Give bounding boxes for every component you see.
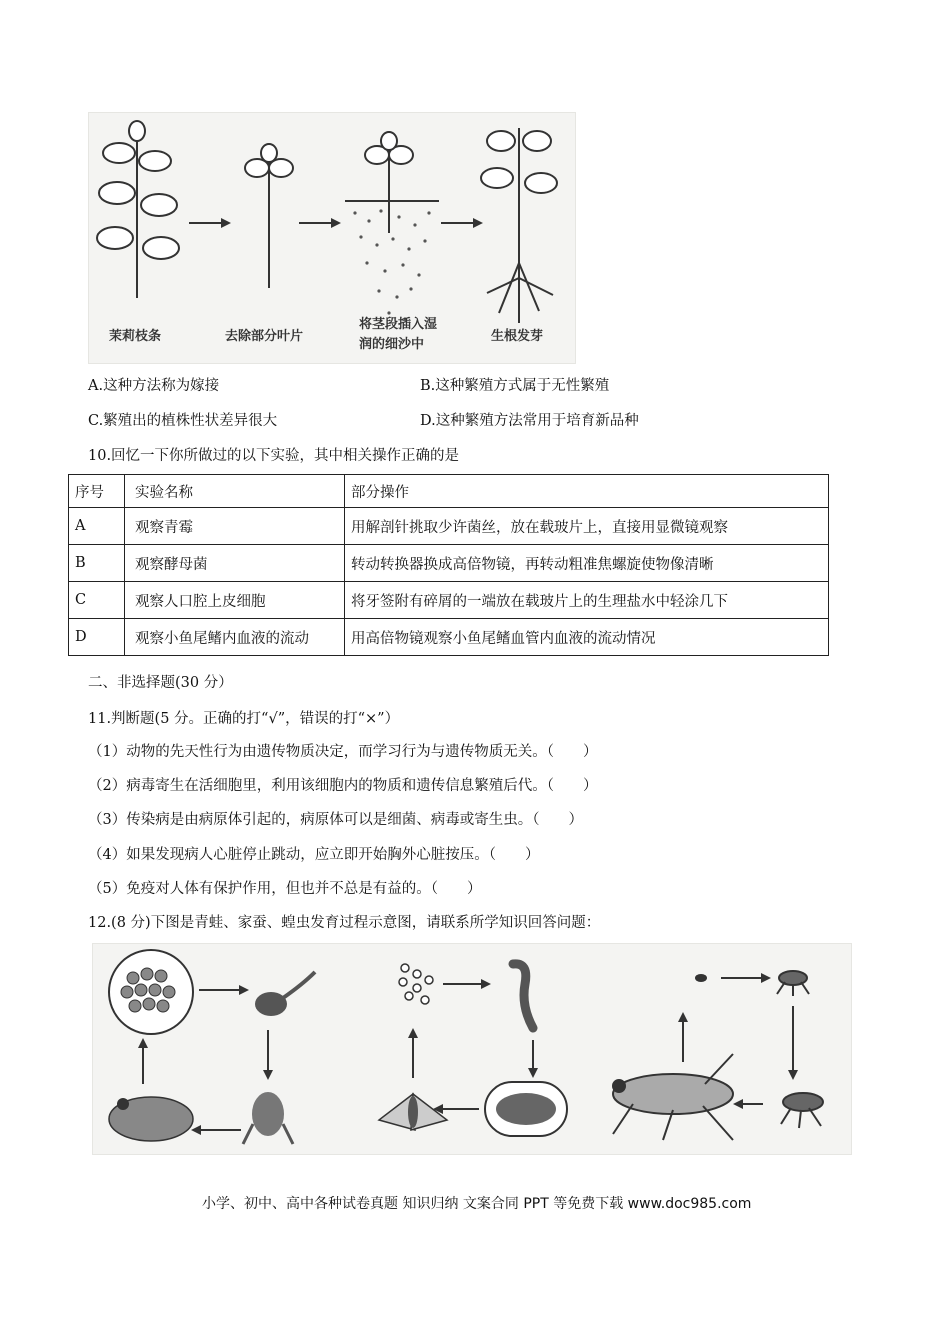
q11-item-5: （5）免疫对人体有保护作用，但也并不总是有益的。（ ） — [88, 881, 482, 897]
q11-item-2: （2）病毒寄生在活细胞里，利用该细胞内的物质和遗传信息繁殖后代。（ ） — [88, 778, 598, 794]
table-header-row — [69, 475, 829, 508]
silkworm-eggs-icon — [399, 964, 433, 1004]
header-operation: 部分操作 — [345, 475, 829, 508]
jasmine-branch-icon — [97, 121, 179, 298]
row-operation: 用高倍物镜观察小鱼尾鳍血管内血液的流动情况 — [345, 619, 829, 656]
q12-stem: 12.(8 分)下图是青蛙、家蚕、蝗虫发育过程示意图，请联系所学知识回答问题： — [88, 915, 601, 931]
row-operation: 将牙签附有碎屑的一端放在载玻片上的生理盐水中轻涂几下 — [345, 582, 829, 619]
caption-rooting: 生根发芽 — [491, 329, 544, 344]
q10-stem: 10.回忆一下你所做过的以下实验，其中相关操作正确的是 — [88, 448, 460, 464]
table-row — [69, 582, 829, 619]
q11-stem: 11.判断题(5 分。正确的打“√”，错误的打“×”） — [88, 711, 400, 727]
row-serial: D — [69, 619, 125, 656]
silkworm-moth-icon — [379, 1094, 447, 1130]
silkworm-pupa-icon — [485, 1082, 567, 1136]
young-frog-icon — [243, 1092, 293, 1144]
q11-item-4: （4）如果发现病人心脏停止跳动，应立即开始胸外心脏按压。（ ） — [88, 847, 540, 863]
experiment-table — [68, 474, 829, 656]
table-row — [69, 508, 829, 545]
header-experiment: 实验名称 — [125, 475, 345, 508]
adult-frog-icon — [109, 1097, 193, 1141]
adult-locust-icon — [613, 1054, 733, 1140]
section-heading: 二、非选择题(30 分） — [88, 675, 233, 691]
q9-option-c: C.繁殖出的植株性状差异很大 — [88, 413, 278, 429]
caption-insert-stem-line2: 润的细沙中 — [359, 337, 425, 352]
tadpole-icon — [255, 972, 315, 1016]
row-experiment: 观察小鱼尾鳍内血液的流动 — [125, 619, 345, 656]
caption-jasmine-branch: 茉莉枝条 — [109, 329, 162, 344]
caption-insert-stem-line1: 将茎段插入湿 — [359, 317, 438, 332]
page-footer: 小学、初中、高中各种试卷真题 知识归纳 文案合同 PPT 等免费下载 www.doc985.com — [202, 1196, 752, 1212]
life-cycle-figure — [92, 943, 852, 1155]
locust-egg-icon — [695, 974, 707, 982]
header-serial: 序号 — [69, 475, 125, 508]
trimmed-stem-icon — [245, 144, 293, 288]
locust-nymph-icon — [777, 971, 809, 996]
table-row — [69, 619, 829, 656]
caption-remove-leaves: 去除部分叶片 — [225, 329, 304, 344]
row-operation: 转动转换器换成高倍物镜，再转动粗准焦螺旋使物像清晰 — [345, 545, 829, 582]
stem-in-sand-icon — [345, 132, 439, 321]
row-serial: C — [69, 582, 125, 619]
q11-item-1: （1）动物的先天性行为由遗传物质决定，而学习行为与遗传物质无关。（ ） — [88, 744, 598, 760]
q9-option-a: A.这种方法称为嫁接 — [88, 378, 220, 394]
life-cycle-drawing — [93, 944, 851, 1154]
q9-option-d: D.这种繁殖方法常用于培育新品种 — [420, 413, 639, 429]
row-serial: B — [69, 545, 125, 582]
row-experiment: 观察青霉 — [125, 508, 345, 545]
row-experiment: 观察酵母菌 — [125, 545, 345, 582]
table-row — [69, 545, 829, 582]
q9-option-b: B.这种繁殖方式属于无性繁殖 — [420, 378, 610, 394]
locust-older-nymph-icon — [781, 1093, 823, 1128]
rooted-plant-icon — [481, 128, 557, 323]
row-operation: 用解剖针挑取少许菌丝，放在载玻片上，直接用显微镜观察 — [345, 508, 829, 545]
q11-item-3: （3）传染病是由病原体引起的，病原体可以是细菌、病毒或寄生虫。（ ） — [88, 812, 583, 828]
frog-eggs-icon — [109, 950, 193, 1034]
cutting-propagation-figure — [88, 112, 576, 364]
row-experiment: 观察人口腔上皮细胞 — [125, 582, 345, 619]
row-serial: A — [69, 508, 125, 545]
silkworm-larva-icon — [513, 964, 533, 1028]
